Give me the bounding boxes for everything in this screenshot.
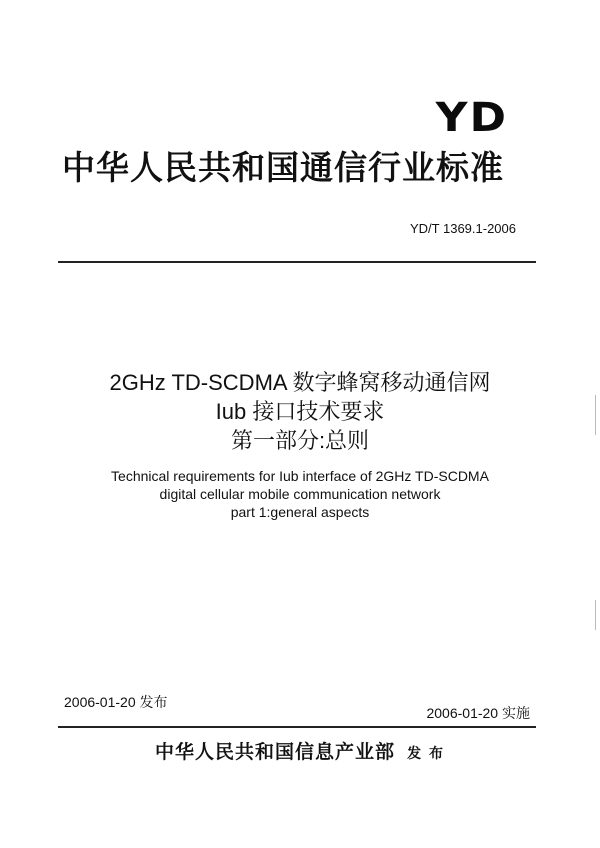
- english-title-line-2: digital cellular mobile communication network: [159, 486, 441, 502]
- standard-number: YD/T 1369.1-2006: [410, 221, 516, 236]
- standard-logo: YD: [435, 94, 508, 141]
- scan-edge-mark: [595, 395, 596, 435]
- issuer-line: [0, 743, 600, 762]
- chinese-title-line-1: 2GHz TD-SCDMA 数字蜂窝移动通信网: [109, 370, 491, 395]
- bottom-divider: [58, 726, 536, 728]
- english-title-line-1: Technical requirements for Iub interface of 2GHz TD-SCDMA: [111, 468, 489, 484]
- english-title-line-3: part 1:general aspects: [230, 504, 370, 520]
- standard-category-title: 中华人民共和国通信行业标准: [62, 149, 504, 186]
- document-title-block: [40, 368, 560, 521]
- top-divider: [58, 261, 536, 263]
- implement-date: 2006-01-20 实施: [426, 705, 530, 721]
- issuer-name: 中华人民共和国信息产业部: [155, 742, 396, 763]
- publish-date: 2006-01-20 发布: [64, 694, 168, 710]
- scan-edge-mark: [595, 600, 596, 630]
- chinese-title-line-2: Iub 接口技术要求: [215, 399, 385, 424]
- chinese-title-line-3: 第一部分:总则: [230, 428, 370, 453]
- issuer-action: 发 布: [407, 745, 445, 761]
